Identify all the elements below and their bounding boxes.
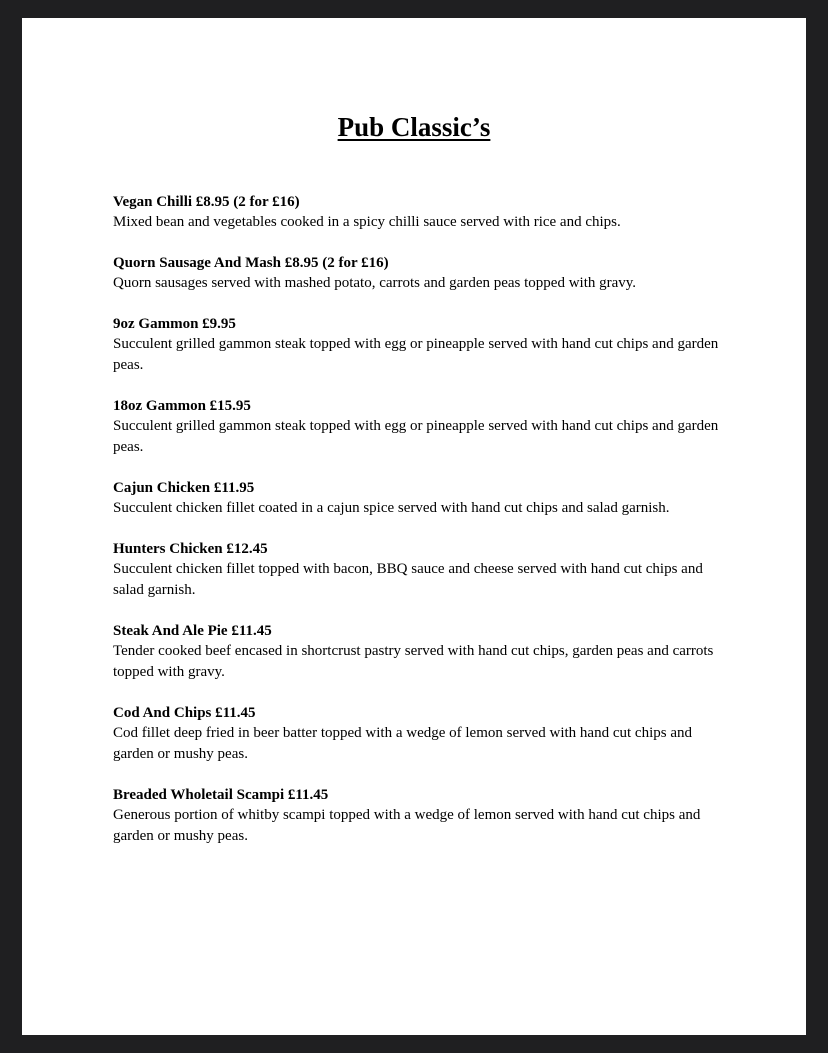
menu-item-name: Steak And Ale Pie £11.45 — [113, 623, 272, 639]
menu-item-name: 9oz Gammon £9.95 — [113, 316, 236, 332]
menu-item-quorn-sausage — [113, 253, 723, 294]
menu-item-description: Cod fillet deep fried in beer batter topped with a wedge of lemon served with hand cut chips and garden or mushy peas. — [113, 725, 692, 762]
menu-item-description: Tender cooked beef encased in shortcrust pastry served with hand cut chips, garden peas and carrots topped with gravy. — [113, 643, 714, 680]
menu-item-vegan-chilli — [113, 192, 723, 233]
menu-item-cod-and-chips — [113, 703, 723, 765]
menu-item-name: Breaded Wholetail Scampi £11.45 — [113, 787, 329, 803]
menu-item-18oz-gammon — [113, 396, 723, 458]
menu-item-description: Succulent grilled gammon steak topped with egg or pineapple served with hand cut chips and garden peas. — [113, 418, 719, 455]
menu-item-description: Quorn sausages served with mashed potato, carrots and garden peas topped with gravy. — [113, 275, 637, 291]
menu-item-steak-ale-pie — [113, 621, 723, 683]
menu-item-description: Generous portion of whitby scampi topped with a wedge of lemon served with hand cut chips and garden or mushy peas. — [113, 807, 701, 844]
menu-item-hunters-chicken — [113, 539, 723, 601]
menu-item-cajun-chicken — [113, 478, 723, 519]
menu-item-name: Cod And Chips £11.45 — [113, 705, 256, 721]
page-title: Pub Classic’s — [337, 112, 491, 142]
menu-item-name: Hunters Chicken £12.45 — [113, 541, 268, 557]
menu-item-name: Vegan Chilli £8.95 (2 for £16) — [113, 194, 300, 210]
menu-item-description: Succulent chicken fillet topped with bacon, BBQ sauce and cheese served with hand cut chips and salad garnish. — [113, 561, 703, 598]
menu-item-name: 18oz Gammon £15.95 — [113, 398, 251, 414]
menu-page — [22, 18, 806, 1035]
menu-item-description: Succulent chicken fillet coated in a cajun spice served with hand cut chips and salad garnish. — [113, 500, 670, 516]
menu-item-description: Mixed bean and vegetables cooked in a spicy chilli sauce served with rice and chips. — [113, 214, 621, 230]
menu-list — [113, 192, 723, 867]
menu-item-name: Cajun Chicken £11.95 — [113, 480, 255, 496]
menu-item-scampi — [113, 785, 723, 847]
menu-item-description: Succulent grilled gammon steak topped with egg or pineapple served with hand cut chips and garden peas. — [113, 336, 719, 373]
menu-item-9oz-gammon — [113, 314, 723, 376]
menu-item-name: Quorn Sausage And Mash £8.95 (2 for £16) — [113, 255, 389, 271]
